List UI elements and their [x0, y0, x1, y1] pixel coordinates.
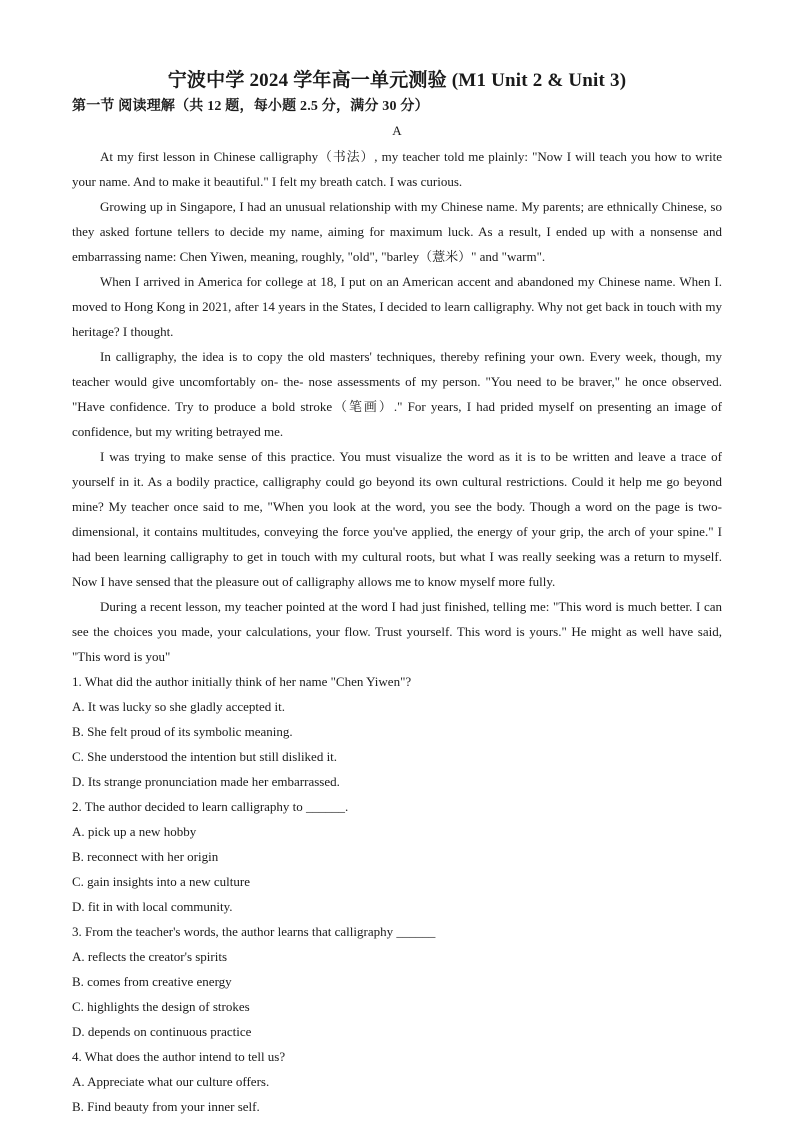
passage-paragraph: When I arrived in America for college at 18, I put on an American accent and abandoned my Chinese name. When I. moved to Hong Kong in 2021, after 14 years in the States, I decided to learn calligraphy. Why not get back in touch with my heritage? I thought.: [72, 274, 722, 339]
option-d: D. Its strange pronunciation made her embarrassed.: [72, 774, 340, 789]
question-stem: 2. The author decided to learn calligraphy to ______.: [72, 799, 349, 814]
option-c: C. highlights the design of strokes: [72, 999, 250, 1014]
exam-page: [72, 66, 722, 1119]
question-stem: 4. What does the author intend to tell us?: [72, 1049, 286, 1064]
question-3: [72, 919, 722, 1044]
answer-options: [72, 1069, 722, 1119]
option-a: A. It was lucky so she gladly accepted it.: [72, 699, 285, 714]
question-stem: 1. What did the author initially think of her name "Chen Yiwen"?: [72, 674, 412, 689]
passage-label: A: [392, 123, 402, 138]
passage-paragraph: Growing up in Singapore, I had an unusual relationship with my Chinese name. My parents; are ethnically Chinese, so they asked fortune tellers to decide my name, aiming for maximum luck. As a result, I ended up with a nonsense and embarrassing name: Chen Yiwen, meaning, roughly, "old", "barley（薏米）" and "warm".: [72, 199, 722, 264]
option-a: A. pick up a new hobby: [72, 824, 197, 839]
option-b: B. She felt proud of its symbolic meaning.: [72, 724, 293, 739]
option-d: D. depends on continuous practice: [72, 1024, 252, 1039]
passage-paragraph: In calligraphy, the idea is to copy the old masters' techniques, thereby refining your own. Every week, though, my teacher would give uncomfortably on- the- nose assessments of my person. "You need to be braver," he once observed. "Have confidence. Try to produce a bold stroke（笔画）." For years, I had prided myself on presenting an image of confidence, but my writing betrayed me.: [72, 349, 722, 439]
option-c: C. gain insights into a new culture: [72, 874, 251, 889]
question-4: [72, 1044, 722, 1119]
question-1: [72, 669, 722, 794]
option-a: A. reflects the creator's spirits: [72, 949, 228, 964]
passage-paragraph: I was trying to make sense of this practice. You must visualize the word as it is to be written and leave a trace of yourself in it. As a bodily practice, calligraphy could go beyond its own cultural restrictions. Could it help me go beyond mine? My teacher once said to me, "When you look at the word, you see the body. Though a word on the page is two- dimensional, it contains multitudes, conveying the force you've applied, the energy of your grip, the arch of your spine." I had been learning calligraphy to get in touch with my cultural roots, but what I was really seeking was a return to myself. Now I have sensed that the pleasure out of calligraphy allows me to know myself more fully.: [72, 449, 722, 589]
passage-paragraph: During a recent lesson, my teacher pointed at the word I had just finished, telling me: "This word is much better. I can see the choices you made, your calculations, your flow. Trust yourself. This word is yours." He might as well have said, "This word is you": [72, 599, 722, 664]
answer-options: [72, 694, 722, 794]
exam-title: 宁波中学 2024 学年高一单元测验 (M1 Unit 2 & Unit 3): [167, 70, 627, 91]
section-heading: 第一节 阅读理解（共 12 题，每小题 2.5 分，满分 30 分）: [72, 99, 429, 114]
option-d: D. fit in with local community.: [72, 899, 233, 914]
option-b: B. reconnect with her origin: [72, 849, 219, 864]
answer-options: [72, 819, 722, 919]
question-2: [72, 794, 722, 919]
passage-paragraph: At my first lesson in Chinese calligraphy（书法）, my teacher told me plainly: "Now I will teach you how to write your name. And to make it beautiful." I felt my breath catch. I was curious.: [72, 149, 722, 189]
option-b: B. comes from creative energy: [72, 974, 232, 989]
question-stem: 3. From the teacher's words, the author learns that calligraphy ______: [72, 924, 436, 939]
option-b: B. Find beauty from your inner self.: [72, 1099, 260, 1114]
option-a: A. Appreciate what our culture offers.: [72, 1074, 270, 1089]
option-c: C. She understood the intention but still disliked it.: [72, 749, 338, 764]
passage: [72, 144, 722, 669]
answer-options: [72, 944, 722, 1044]
